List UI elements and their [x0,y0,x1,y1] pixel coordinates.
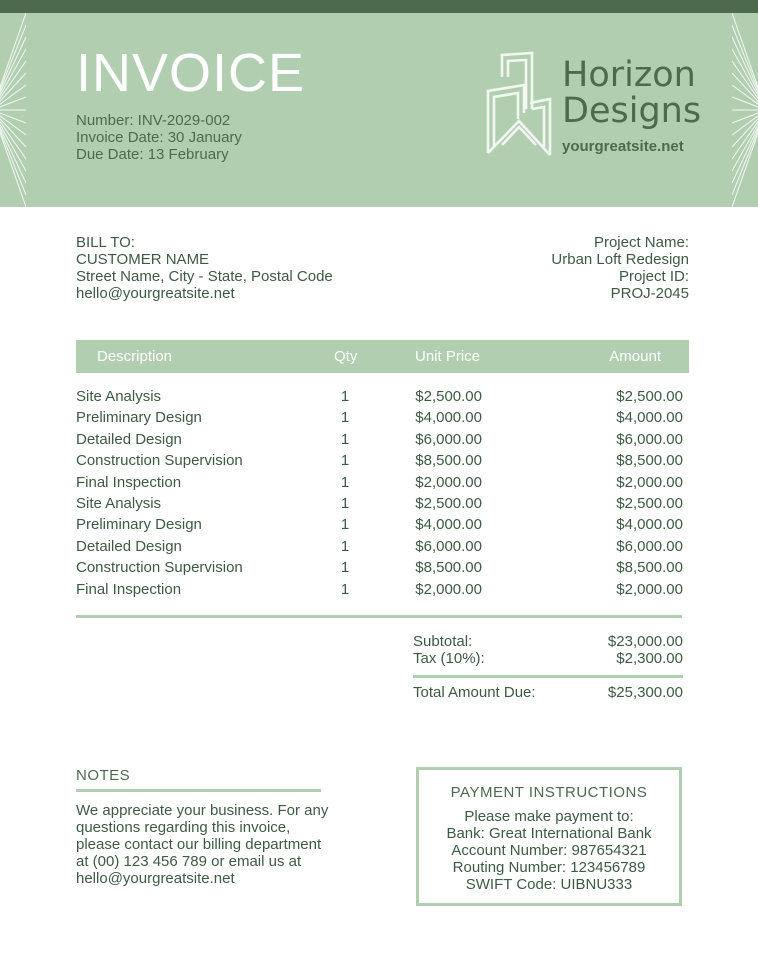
brand-name [562,57,701,129]
header-description: Description [97,348,173,365]
item-description: Site Analysis [76,494,162,512]
subtotal-row [413,633,683,650]
total-row [413,684,683,701]
top-bar [0,0,758,13]
brand-line-1: Horizon [562,55,696,95]
item-qty: 1 [340,494,350,512]
item-unit-price: $8,500.00 [415,452,482,470]
tax-row [413,650,683,667]
item-description: Detailed Design [76,430,182,448]
item-unit-price: $2,000.00 [415,473,482,491]
customer-address: Street Name, City - State, Postal Code [76,268,333,285]
table-row [76,579,689,600]
payment-bank: Bank: Great International Bank [446,825,652,842]
item-unit-price: $4,000.00 [415,409,482,427]
invoice-meta [76,112,242,163]
item-description: Final Inspection [76,473,182,491]
item-amount: $8,500.00 [616,559,683,577]
item-qty: 1 [340,430,350,448]
payment-details [419,808,679,893]
item-qty: 1 [340,537,350,555]
header-amount: Amount [609,348,661,365]
header-unit-price: Unit Price [415,348,481,365]
table-row [76,557,689,578]
payment-intro: Please make payment to: [464,808,634,825]
table-row [76,514,689,535]
item-description: Site Analysis [76,388,162,405]
item-unit-price: $2,500.00 [415,388,482,405]
item-description: Preliminary Design [76,516,202,534]
item-description: Detailed Design [76,537,182,555]
customer-name: CUSTOMER NAME [76,251,210,268]
item-qty: 1 [340,473,350,491]
invoice-date: Invoice Date: 30 January [76,129,242,146]
item-description: Construction Supervision [76,452,243,470]
line-items [76,386,689,600]
item-qty: 1 [340,388,350,405]
invoice-header [0,13,758,207]
total-label: Total Amount Due: [413,684,536,701]
table-header [76,340,689,373]
table-divider [76,615,682,618]
sunburst-right-decoration [732,13,758,207]
payment-instructions-box [416,767,682,906]
item-amount: $2,500.00 [616,388,683,405]
totals-divider [413,675,683,678]
project-id-value: PROJ-2045 [610,285,689,302]
building-logo-icon [486,51,552,157]
brand-line-2: Designs [562,91,702,131]
item-qty: 1 [340,580,350,598]
notes-text: We appreciate your business. For any questions regarding this invoice, please contact our billing department at (00) 123 456 789 or email us at hello@yourgreatsite.net [76,802,329,887]
item-unit-price: $8,500.00 [415,559,482,577]
item-qty: 1 [340,409,350,427]
brand-website: yourgreatsite.net [562,138,684,155]
table-row [76,536,689,557]
item-amount: $8,500.00 [616,452,683,470]
subtotal-value: $23,000.00 [607,633,683,650]
item-amount: $2,000.00 [616,473,683,491]
payment-routing-number: Routing Number: 123456789 [452,859,646,876]
item-unit-price: $2,000.00 [415,580,482,598]
notes-title: NOTES [76,767,131,784]
item-unit-price: $2,500.00 [415,494,482,512]
invoice-title: INVOICE [76,43,306,103]
table-row [76,493,689,514]
subtotal-label: Subtotal: [413,633,473,650]
header-qty: Qty [334,348,358,365]
bill-to-block [76,234,333,302]
item-qty: 1 [340,559,350,577]
tax-label: Tax (10%): [413,650,485,667]
item-amount: $4,000.00 [616,409,683,427]
bill-to-label: BILL TO: [76,234,135,251]
table-row [76,429,689,450]
item-amount: $6,000.00 [616,537,683,555]
project-name-label: Project Name: [593,234,689,251]
table-row [76,386,689,407]
item-description: Final Inspection [76,580,182,598]
sunburst-left-decoration [0,13,26,207]
item-qty: 1 [340,452,350,470]
project-name-value: Urban Loft Redesign [551,251,689,268]
payment-swift-code: SWIFT Code: UIBNU333 [465,876,633,893]
item-unit-price: $6,000.00 [415,537,482,555]
item-amount: $2,500.00 [616,494,683,512]
item-description: Preliminary Design [76,409,202,427]
item-amount: $2,000.00 [616,580,683,598]
total-value: $25,300.00 [607,684,683,701]
payment-account-number: Account Number: 987654321 [451,842,647,859]
table-row [76,450,689,471]
notes-divider [76,789,321,792]
item-amount: $6,000.00 [616,430,683,448]
table-row [76,472,689,493]
project-block [551,234,689,302]
item-description: Construction Supervision [76,559,243,577]
item-amount: $4,000.00 [616,516,683,534]
payment-title: PAYMENT INSTRUCTIONS [450,784,648,801]
due-date: Due Date: 13 February [76,146,229,163]
project-id-label: Project ID: [618,268,689,285]
table-row [76,407,689,428]
item-qty: 1 [340,516,350,534]
tax-value: $2,300.00 [616,650,683,667]
customer-email: hello@yourgreatsite.net [76,285,235,302]
item-unit-price: $4,000.00 [415,516,482,534]
item-unit-price: $6,000.00 [415,430,482,448]
invoice-number: Number: INV-2029-002 [76,112,231,129]
